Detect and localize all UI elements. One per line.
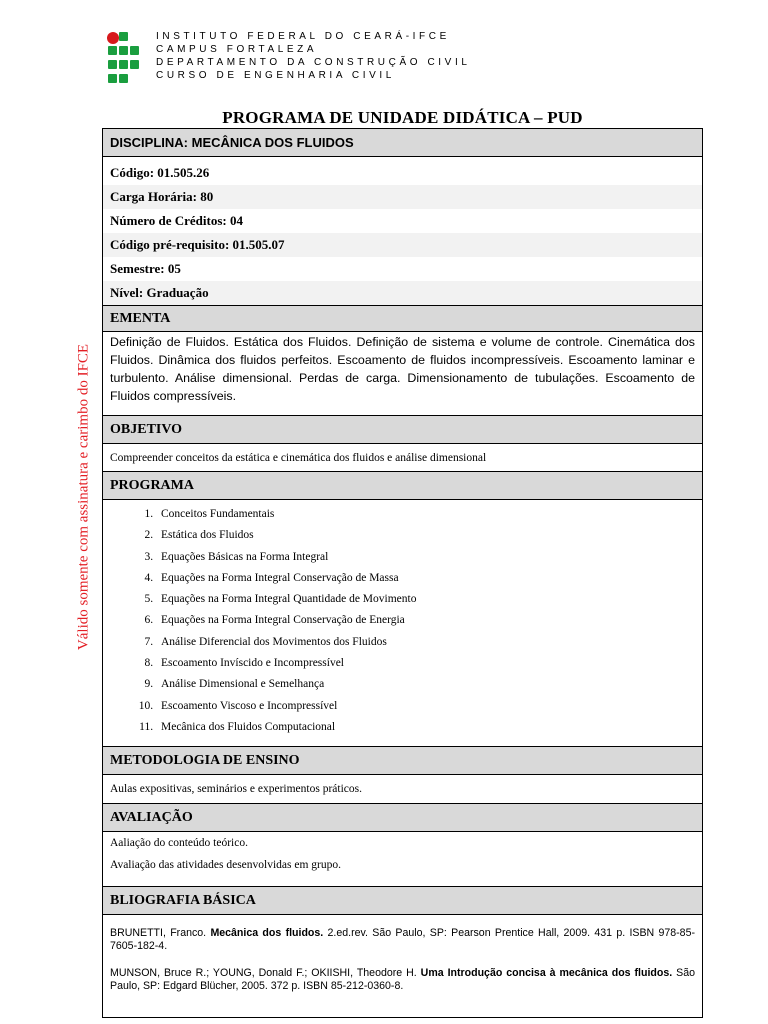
reference-details: 2.ed.rev. São Paulo, SP: Pearson Prentice Hall, 2009. 431 p. ISBN 978-85-7605-182-4. (110, 927, 695, 952)
header-line: INSTITUTO FEDERAL DO CEARÁ-IFCE (156, 31, 450, 42)
validity-note: Válido somente com assinatura e carimbo do IFCE (75, 343, 92, 651)
header-line: CURSO DE ENGENHARIA CIVIL (156, 70, 395, 81)
programa-heading: PROGRAMA (103, 472, 703, 500)
header-line: DEPARTAMENTO DA CONSTRUÇÃO CIVIL (156, 57, 471, 68)
logo-square (119, 74, 128, 83)
logo-square (130, 46, 139, 55)
reference-authors: BRUNETTI, Franco. (110, 927, 211, 939)
course-info (103, 157, 703, 306)
reference-item (110, 967, 695, 993)
pud-table (102, 128, 703, 1018)
info-pre-requisito: Código pré-requisito: 01.505.07 (103, 233, 702, 257)
avaliacao-text (103, 832, 703, 887)
list-item: 5. Equações na Forma Integral Quantidade de Movimento (156, 591, 695, 612)
logo-square (130, 60, 139, 69)
reference-authors: MUNSON, Bruce R.; YOUNG, Donald F.; OKIISHI, Theodore H. (110, 967, 421, 979)
bibliografia-refs (103, 915, 703, 1018)
list-item: 11. Mecânica dos Fluidos Computacional (156, 719, 695, 740)
reference-details: São Paulo, SP: Edgard Blücher, 2005. 372 p. ISBN 85-212-0360-8. (110, 967, 695, 992)
disciplina-heading: DISCIPLINA: MECÂNICA DOS FLUIDOS (103, 129, 703, 157)
metodologia-heading: METODOLOGIA DE ENSINO (103, 747, 703, 775)
reference-title: Uma Introdução concisa à mecânica dos fluidos. (420, 967, 673, 979)
logo-square (108, 74, 117, 83)
avaliacao-heading: AVALIAÇÃO (103, 804, 703, 832)
info-semestre: Semestre: 05 (110, 261, 181, 276)
programa-list (103, 500, 703, 747)
list-item: 9. Análise Dimensional e Semelhança (156, 676, 695, 697)
list-item: 3. Equações Básicas na Forma Integral (156, 549, 695, 570)
list-item: 6. Equações na Forma Integral Conservação de Energia (156, 612, 695, 633)
ifce-logo (108, 32, 134, 84)
institution-header (156, 30, 471, 82)
list-item: 7. Análise Diferencial dos Movimentos dos Fluidos (156, 634, 695, 655)
logo-square (119, 46, 128, 55)
list-item: 4. Equações na Forma Integral Conservação de Massa (156, 570, 695, 591)
logo-red-dot (107, 32, 119, 44)
info-codigo: Código: 01.505.26 (110, 165, 210, 180)
logo-square (108, 60, 117, 69)
document-title: PROGRAMA DE UNIDADE DIDÁTICA – PUD (222, 108, 583, 127)
list-item: 8. Escoamento Invíscido e Incompressível (156, 655, 695, 676)
info-nivel: Nível: Graduação (103, 281, 702, 305)
objetivo-heading: OBJETIVO (103, 416, 703, 444)
logo-square (119, 32, 128, 41)
reference-title: Mecânica dos fluidos. (210, 927, 324, 939)
header-line: CAMPUS FORTALEZA (156, 44, 318, 55)
logo-square (119, 60, 128, 69)
ementa-heading: EMENTA (103, 306, 703, 332)
reference-item (110, 927, 695, 953)
info-carga-horaria: Carga Horária: 80 (103, 185, 702, 209)
avaliacao-line: Aaliação do conteúdo teórico. (110, 837, 248, 849)
list-item: 10. Escoamento Viscoso e Incompressível (156, 698, 695, 719)
objetivo-text: Compreender conceitos da estática e cinemática dos fluidos e análise dimensional (103, 444, 703, 472)
list-item: 1. Conceitos Fundamentais (156, 506, 695, 527)
bibliografia-heading: BLIOGRAFIA BÁSICA (103, 887, 703, 915)
avaliacao-line: Avaliação das atividades desenvolvidas em grupo. (110, 859, 341, 871)
logo-square (108, 46, 117, 55)
info-creditos: Número de Créditos: 04 (110, 213, 243, 228)
list-item: 2. Estática dos Fluidos (156, 527, 695, 548)
metodologia-text: Aulas expositivas, seminários e experimentos práticos. (103, 775, 703, 804)
ementa-text: Definição de Fluidos. Estática dos Fluidos. Definição de sistema e volume de controle. Cinemática dos Fluidos. Dinâmica dos fluidos perfeitos. Escoamento de fluidos incompressíveis. Escoamento laminar e turbulento. Análise dimensional. Perdas de carga. Dimensionamento de tubulações. Escoamento de Fluidos compressíveis. (103, 332, 703, 416)
